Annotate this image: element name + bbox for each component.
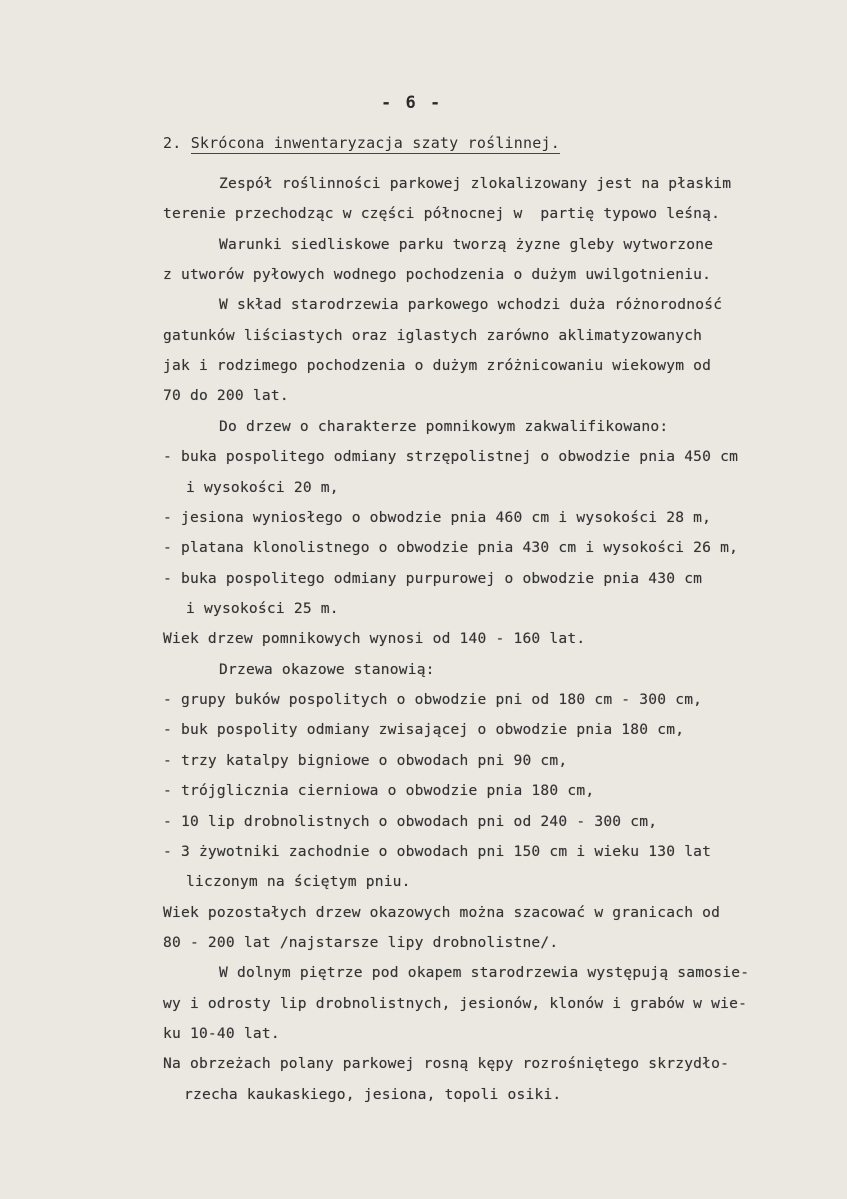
text-line: jak i rodzimego pochodzenia o dużym zróżnicowaniu wiekowym od bbox=[163, 357, 712, 374]
list-item: - grupy buków pospolitych o obwodzie pni od 180 cm - 300 cm, bbox=[163, 691, 703, 708]
text-line: z utworów pyłowych wodnego pochodzenia o dużym uwilgotnieniu. bbox=[163, 266, 712, 283]
list-item: - 10 lip drobnolistnych o obwodach pni od 240 - 300 cm, bbox=[163, 813, 658, 830]
list-item-continuation: i wysokości 25 m. bbox=[186, 600, 339, 617]
section-number: 2. bbox=[163, 134, 182, 152]
text-line: rzecha kaukaskiego, jesiona, topoli osiki. bbox=[184, 1086, 562, 1103]
section-heading bbox=[163, 134, 560, 152]
list-item: - trójglicznia cierniowa o obwodzie pnia 180 cm, bbox=[163, 782, 595, 799]
text-line: terenie przechodząc w części północnej w partię typowo leśną. bbox=[163, 205, 721, 222]
text-line: W skład starodrzewia parkowego wchodzi duża różnorodność bbox=[219, 296, 723, 313]
list-item: - buka pospolitego odmiany strzępolistnej o obwodzie pnia 450 cm bbox=[163, 448, 739, 465]
list-item: - trzy katalpy bigniowe o obwodach pni 90 cm, bbox=[163, 752, 568, 769]
text-line: ku 10-40 lat. bbox=[163, 1025, 280, 1042]
text-line: gatunków liściastych oraz iglastych zarówno aklimatyzowanych bbox=[163, 327, 703, 344]
list-item: - jesiona wyniosłego o obwodzie pnia 460 cm i wysokości 28 m, bbox=[163, 509, 712, 526]
section-title: Skrócona inwentaryzacja szaty roślinnej. bbox=[190, 134, 560, 152]
text-line: 80 - 200 lat /najstarsze lipy drobnolistne/. bbox=[163, 934, 559, 951]
text-line: Do drzew o charakterze pomnikowym zakwalifikowano: bbox=[219, 418, 669, 435]
text-line: Wiek drzew pomnikowych wynosi od 140 - 160 lat. bbox=[163, 630, 586, 647]
text-line: Warunki siedliskowe parku tworzą żyzne gleby wytworzone bbox=[219, 236, 714, 253]
list-item: - buk pospolity odmiany zwisającej o obwodzie pnia 180 cm, bbox=[163, 721, 685, 738]
text-line: 70 do 200 lat. bbox=[163, 387, 289, 404]
text-line: Na obrzeżach polany parkowej rosną kępy rozrośniętego skrzydło- bbox=[163, 1055, 730, 1072]
text-line: wy i odrosty lip drobnolistnych, jesionów, klonów i grabów w wie- bbox=[163, 995, 748, 1012]
list-item: - buka pospolitego odmiany purpurowej o obwodzie pnia 430 cm bbox=[163, 570, 703, 587]
list-item: - platana klonolistnego o obwodzie pnia 430 cm i wysokości 26 m, bbox=[163, 539, 739, 556]
text-line: Drzewa okazowe stanowią: bbox=[219, 661, 435, 678]
text-line: W dolnym piętrze pod okapem starodrzewia występują samosie- bbox=[219, 964, 750, 981]
text-line: Wiek pozostałych drzew okazowych można szacować w granicach od bbox=[163, 904, 721, 921]
list-item: - 3 żywotniki zachodnie o obwodach pni 150 cm i wieku 130 lat bbox=[163, 843, 712, 860]
list-item-continuation: liczonym na ściętym pniu. bbox=[186, 873, 411, 890]
list-item-continuation: i wysokości 20 m, bbox=[186, 479, 339, 496]
text-line: Zespół roślinności parkowej zlokalizowany jest na płaskim bbox=[219, 175, 732, 192]
page-number: - 6 - bbox=[381, 93, 443, 113]
